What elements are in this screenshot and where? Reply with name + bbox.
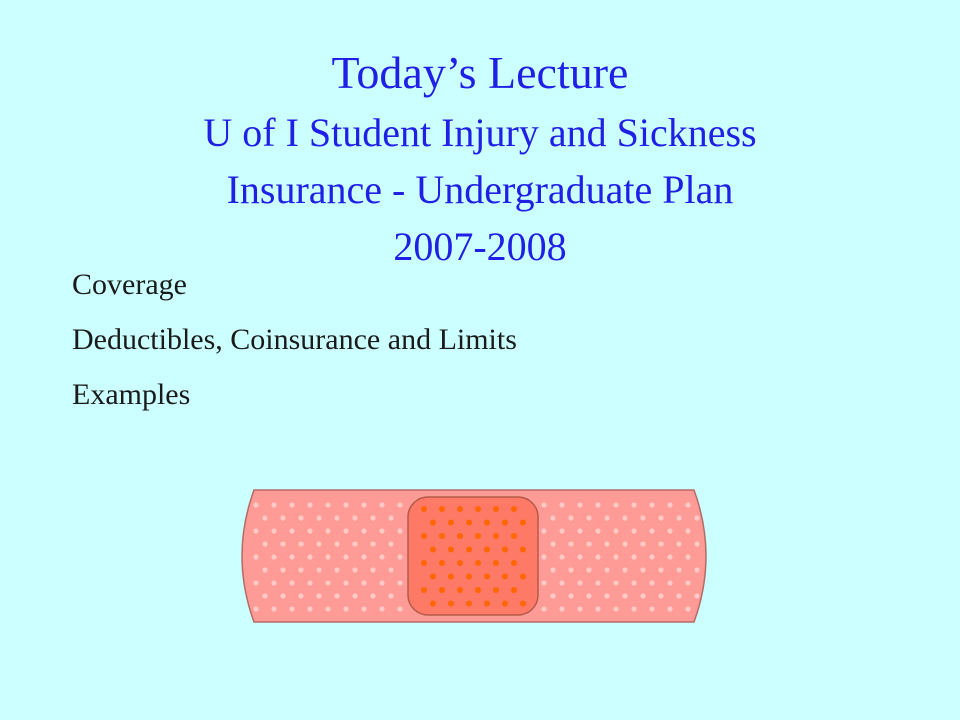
bandage-pad bbox=[408, 497, 538, 615]
bullet-examples: Examples bbox=[72, 378, 191, 411]
bandage-dot bbox=[541, 554, 546, 559]
bandage-dot bbox=[307, 554, 312, 559]
bandage-dot bbox=[577, 580, 582, 585]
bandage-dot bbox=[640, 541, 645, 546]
bandage-dot bbox=[307, 528, 312, 533]
bandage-dot bbox=[448, 520, 454, 526]
bandage-dot bbox=[370, 567, 375, 572]
bandage-dot bbox=[430, 520, 436, 526]
bandage-dot bbox=[667, 580, 672, 585]
bandage-dot bbox=[271, 502, 276, 507]
bandage-dot bbox=[280, 515, 285, 520]
bandage-dot bbox=[448, 601, 454, 607]
bandage-dot bbox=[613, 502, 618, 507]
bandage-dot bbox=[298, 515, 303, 520]
bandage-dot bbox=[658, 541, 663, 546]
bandage-dot bbox=[622, 567, 627, 572]
bandage-dot bbox=[541, 580, 546, 585]
bandage-dot bbox=[511, 587, 517, 593]
bandage-dot bbox=[307, 502, 312, 507]
bandage-dot bbox=[352, 541, 357, 546]
title-block bbox=[60, 42, 900, 275]
bandage-dot bbox=[550, 541, 555, 546]
bandage-dot bbox=[511, 560, 517, 566]
bandage-dot bbox=[379, 554, 384, 559]
bandage-dot bbox=[343, 606, 348, 611]
bandage-dot bbox=[325, 606, 330, 611]
bandage-dot bbox=[586, 593, 591, 598]
bandage-dot bbox=[676, 515, 681, 520]
bandage-dot bbox=[361, 580, 366, 585]
bandage-dot bbox=[466, 601, 472, 607]
bandage-dot bbox=[421, 587, 427, 593]
bandage-dot bbox=[271, 606, 276, 611]
bandage-dot bbox=[262, 567, 267, 572]
bandage-dot bbox=[604, 567, 609, 572]
bandage-dot bbox=[289, 502, 294, 507]
bandage-dot bbox=[667, 606, 672, 611]
bandage-dot bbox=[316, 515, 321, 520]
bandage-dot bbox=[568, 567, 573, 572]
bandage-dot bbox=[640, 567, 645, 572]
bandage-dot bbox=[685, 580, 690, 585]
bandage-dot bbox=[361, 528, 366, 533]
bandage-dot bbox=[325, 502, 330, 507]
bandage-dot bbox=[430, 547, 436, 553]
bandage-dot bbox=[640, 593, 645, 598]
bandage-dot bbox=[640, 515, 645, 520]
bandage-dot bbox=[397, 580, 402, 585]
bandage-dot bbox=[262, 515, 267, 520]
bandage-dot bbox=[379, 606, 384, 611]
bandage-dot bbox=[475, 560, 481, 566]
bandage-dot bbox=[667, 528, 672, 533]
bandage-dot bbox=[631, 606, 636, 611]
bandage-dot bbox=[343, 528, 348, 533]
bandage-dot bbox=[649, 528, 654, 533]
bandage-dot bbox=[511, 506, 517, 512]
bandage-dot bbox=[343, 502, 348, 507]
bandage-dot bbox=[352, 567, 357, 572]
bandage-dot bbox=[568, 515, 573, 520]
bandage-dot bbox=[388, 515, 393, 520]
bandage-dot bbox=[559, 606, 564, 611]
bandage-dot bbox=[370, 541, 375, 546]
bandage-dot bbox=[421, 560, 427, 566]
bandage-dot bbox=[613, 528, 618, 533]
bandage-dot bbox=[694, 567, 699, 572]
bandage-dot bbox=[559, 554, 564, 559]
bandage-dot bbox=[502, 547, 508, 553]
bandage-dot bbox=[280, 567, 285, 572]
bandage-dot bbox=[622, 515, 627, 520]
bandage-dot bbox=[316, 593, 321, 598]
bandage-dot bbox=[676, 593, 681, 598]
bandage-dot bbox=[613, 554, 618, 559]
bandage-dot bbox=[430, 574, 436, 580]
bandage-dot bbox=[577, 606, 582, 611]
bandage-dot bbox=[334, 515, 339, 520]
bandage-dot bbox=[586, 541, 591, 546]
bandage-dot bbox=[253, 502, 258, 507]
bandage-dot bbox=[667, 554, 672, 559]
bandage-dot bbox=[334, 567, 339, 572]
bandage-dot bbox=[475, 506, 481, 512]
bandage-dot bbox=[622, 593, 627, 598]
bandage-dot bbox=[448, 574, 454, 580]
slide-title: Today’s Lecture bbox=[331, 47, 629, 98]
bandage-dot bbox=[658, 515, 663, 520]
bandage-dot bbox=[316, 541, 321, 546]
bandage-dot bbox=[271, 528, 276, 533]
bandage-dot bbox=[253, 606, 258, 611]
bandage-dot bbox=[325, 580, 330, 585]
bandage-dot bbox=[550, 515, 555, 520]
bandage-dot bbox=[520, 547, 526, 553]
bandage-dot bbox=[676, 541, 681, 546]
bandage-dot bbox=[370, 515, 375, 520]
bandage-dot bbox=[559, 502, 564, 507]
bandage-dot bbox=[685, 528, 690, 533]
bandage-dot bbox=[595, 580, 600, 585]
bandage-dot bbox=[289, 606, 294, 611]
bandage-dot bbox=[397, 528, 402, 533]
bandage-dot bbox=[280, 593, 285, 598]
bandage-dot bbox=[298, 541, 303, 546]
bandage-dot bbox=[334, 541, 339, 546]
bandage-dot bbox=[658, 567, 663, 572]
bandage-dot bbox=[577, 554, 582, 559]
bandage-dot bbox=[307, 606, 312, 611]
bandage-dot bbox=[694, 593, 699, 598]
bandage-dot bbox=[577, 528, 582, 533]
bandage-dot bbox=[559, 528, 564, 533]
bandage-dot bbox=[649, 502, 654, 507]
bandage-dot bbox=[595, 528, 600, 533]
bandage-dot bbox=[271, 554, 276, 559]
bandage-dot bbox=[568, 593, 573, 598]
bandage-dot bbox=[520, 574, 526, 580]
bandage-dot bbox=[676, 567, 681, 572]
bandage-dot bbox=[280, 541, 285, 546]
bandage-dot bbox=[649, 580, 654, 585]
bandage-dot bbox=[604, 593, 609, 598]
bandage-dot bbox=[289, 580, 294, 585]
bandage-dot bbox=[613, 580, 618, 585]
bandage-dot bbox=[439, 560, 445, 566]
bandage-dot bbox=[253, 528, 258, 533]
bandage-dot bbox=[493, 560, 499, 566]
bandage-dot bbox=[595, 502, 600, 507]
bandage-dot bbox=[439, 587, 445, 593]
bandage-dot bbox=[694, 515, 699, 520]
bandage-dot bbox=[298, 593, 303, 598]
bandage-dot bbox=[370, 593, 375, 598]
bandage-dot bbox=[631, 580, 636, 585]
bandage-dot bbox=[379, 580, 384, 585]
bandage-dot bbox=[325, 528, 330, 533]
bandage-dot bbox=[343, 580, 348, 585]
bandage-dot bbox=[361, 502, 366, 507]
bandage-dot bbox=[457, 587, 463, 593]
bandage-dot bbox=[253, 580, 258, 585]
bandage-dot bbox=[568, 541, 573, 546]
bandage-dot bbox=[484, 547, 490, 553]
bandage-dot bbox=[271, 580, 276, 585]
bandage-dot bbox=[541, 528, 546, 533]
bandage-dot bbox=[298, 567, 303, 572]
bandage-dot bbox=[595, 606, 600, 611]
bandage-dot bbox=[685, 502, 690, 507]
slide-subtitle-line-2: Insurance - Undergraduate Plan bbox=[226, 167, 734, 212]
bandage-dot bbox=[466, 520, 472, 526]
bandage-dot bbox=[541, 606, 546, 611]
slide-subtitle-line-3: 2007-2008 bbox=[393, 224, 567, 269]
bandage-dot bbox=[550, 593, 555, 598]
bandage-illustration bbox=[232, 487, 718, 625]
bandage-dot bbox=[622, 541, 627, 546]
bandage-dot bbox=[397, 502, 402, 507]
bandage-dot bbox=[466, 574, 472, 580]
bandage-dot bbox=[502, 574, 508, 580]
bandage-dot bbox=[466, 547, 472, 553]
bandage-dot bbox=[493, 587, 499, 593]
bandage-dot bbox=[361, 606, 366, 611]
bandage-dot bbox=[502, 520, 508, 526]
bandage-dot bbox=[493, 506, 499, 512]
bandage-dot bbox=[262, 593, 267, 598]
bandage-dot bbox=[685, 606, 690, 611]
bandage-dot bbox=[586, 567, 591, 572]
bandage-dot bbox=[397, 606, 402, 611]
bandage-dot bbox=[457, 533, 463, 539]
bandage-dot bbox=[388, 593, 393, 598]
bandage-dot bbox=[493, 533, 499, 539]
bandage-dot bbox=[334, 593, 339, 598]
bandage-dot bbox=[439, 533, 445, 539]
bandage-dot bbox=[388, 567, 393, 572]
bandage-dot bbox=[439, 506, 445, 512]
bandage-dot bbox=[421, 533, 427, 539]
bandage-dot bbox=[502, 601, 508, 607]
bandage-dot bbox=[550, 567, 555, 572]
bandage-dot bbox=[289, 528, 294, 533]
bullet-coverage: Coverage bbox=[72, 268, 187, 301]
bandage-dot bbox=[595, 554, 600, 559]
bandage-dot bbox=[658, 593, 663, 598]
bandage-dot bbox=[316, 567, 321, 572]
bandage-dot bbox=[694, 541, 699, 546]
bandage-dot bbox=[520, 520, 526, 526]
bandage-dot bbox=[685, 554, 690, 559]
bandage-dot bbox=[649, 554, 654, 559]
bandage-dot bbox=[307, 580, 312, 585]
bandage-dot bbox=[613, 606, 618, 611]
bandage-dot bbox=[457, 560, 463, 566]
bandage-dot bbox=[559, 580, 564, 585]
bandage-dot bbox=[484, 601, 490, 607]
bandage-dot bbox=[457, 506, 463, 512]
bandage-dot bbox=[352, 593, 357, 598]
bandage-dot bbox=[430, 601, 436, 607]
bandage-dot bbox=[262, 541, 267, 546]
bandage-dot bbox=[388, 541, 393, 546]
bandage-dot bbox=[379, 502, 384, 507]
bandage-dot bbox=[361, 554, 366, 559]
bandage-dot bbox=[586, 515, 591, 520]
bandage-dot bbox=[421, 506, 427, 512]
bullet-list bbox=[72, 262, 517, 427]
bandage-dot bbox=[484, 574, 490, 580]
bandage-dot bbox=[253, 554, 258, 559]
bandage-dot bbox=[604, 515, 609, 520]
bandage-dot bbox=[475, 533, 481, 539]
bandage-dot bbox=[520, 601, 526, 607]
bandage-dot bbox=[484, 520, 490, 526]
bandage-dot bbox=[649, 606, 654, 611]
bandage-dot bbox=[343, 554, 348, 559]
bandage-dot bbox=[631, 528, 636, 533]
bandage-dot bbox=[289, 554, 294, 559]
bandage-dot bbox=[379, 528, 384, 533]
bandage-dot bbox=[397, 554, 402, 559]
slide-subtitle-line-1: U of I Student Injury and Sickness bbox=[203, 110, 757, 155]
bandage-dot bbox=[541, 502, 546, 507]
bandage-dot bbox=[577, 502, 582, 507]
bandage-dot bbox=[448, 547, 454, 553]
bandage-dot bbox=[667, 502, 672, 507]
bandage-dot bbox=[352, 515, 357, 520]
bandage-dot bbox=[631, 502, 636, 507]
bandage-dot bbox=[511, 533, 517, 539]
bandage-dot bbox=[475, 587, 481, 593]
bullet-deductibles: Deductibles, Coinsurance and Limits bbox=[72, 323, 517, 356]
bandage-dot bbox=[325, 554, 330, 559]
bandage-dot bbox=[604, 541, 609, 546]
bandage-dot bbox=[631, 554, 636, 559]
